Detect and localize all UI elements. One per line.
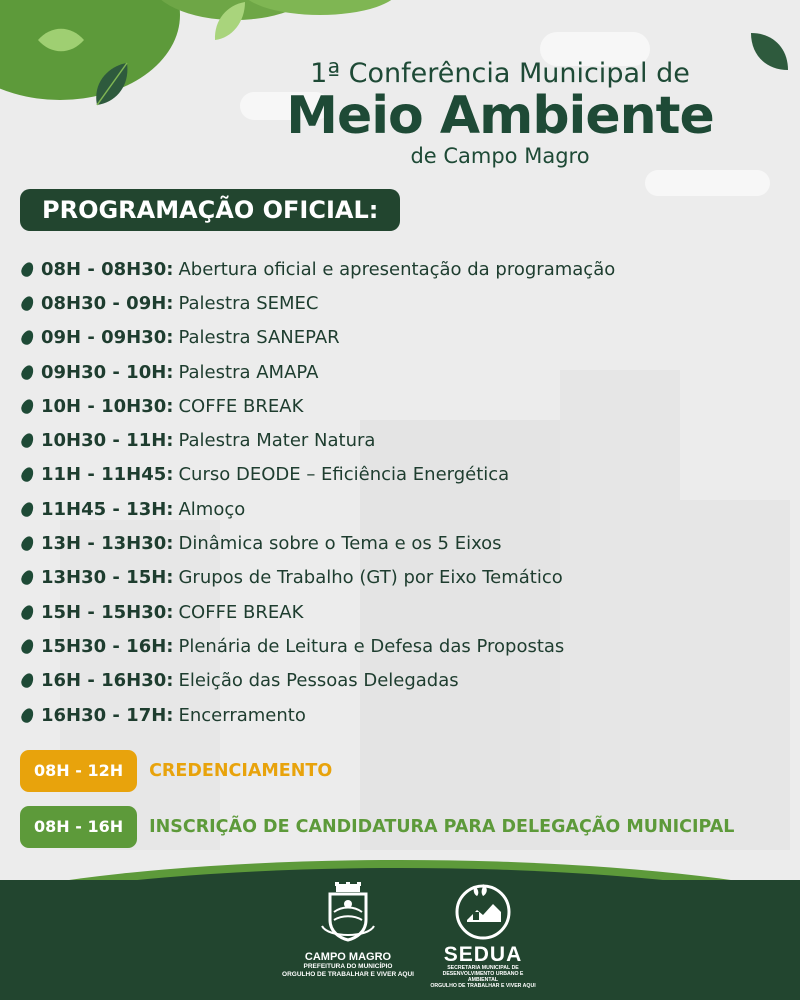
schedule-time: 08H - 08H30: — [41, 258, 174, 280]
leaf-bullet-icon — [19, 329, 35, 347]
leaf-bullet-icon — [19, 260, 35, 278]
schedule-time: 11H45 - 13H: — [41, 498, 174, 520]
sedua-sub2: DESENVOLVIMENTO URBANO E AMBIENTAL — [442, 971, 524, 983]
schedule-item — [22, 458, 782, 492]
leaf-bullet-icon — [19, 637, 35, 655]
leaf-bullet-icon — [19, 397, 35, 415]
schedule-time: 10H - 10H30: — [41, 395, 174, 417]
leaf-bullet-icon — [19, 500, 35, 518]
leaf-bullet-icon — [19, 294, 35, 312]
leaf-bullet-icon — [19, 432, 35, 450]
schedule-item — [22, 595, 782, 629]
time-pill: 08H - 16H — [20, 806, 137, 848]
schedule-desc: Plenária de Leitura e Defesa das Propostas — [178, 635, 565, 657]
schedule-time: 09H - 09H30: — [41, 327, 174, 349]
sedua-sub3: ORGULHO DE TRABALHAR E VIVER AQUI — [430, 983, 536, 989]
leaf-icon — [36, 25, 86, 55]
schedule-desc: Palestra Mater Natura — [178, 430, 376, 452]
schedule-time: 10H30 - 11H: — [41, 430, 174, 452]
coat-of-arms-icon — [318, 882, 378, 944]
sedua-logo — [428, 882, 538, 989]
schedule-time: 16H - 16H30: — [41, 670, 174, 692]
schedule-item — [22, 526, 782, 560]
schedule-item — [22, 561, 782, 595]
leaf-bullet-icon — [19, 706, 35, 724]
event-title-line1: 1ª Conferência Municipal de — [310, 58, 690, 89]
leaf-icon — [92, 60, 132, 110]
schedule-item — [22, 664, 782, 698]
schedule-desc: Almoço — [178, 498, 246, 520]
schedule-desc: Palestra SEMEC — [178, 292, 319, 314]
leaf-icon — [748, 30, 790, 72]
schedule-item — [22, 629, 782, 663]
leaf-icon — [212, 0, 248, 42]
schedule-time: 15H - 15H30: — [41, 601, 174, 623]
schedule-item — [22, 492, 782, 526]
schedule-time: 11H - 11H45: — [41, 464, 174, 486]
leaf-bullet-icon — [19, 603, 35, 621]
leaf-bullet-icon — [19, 672, 35, 690]
schedule-desc: Palestra SANEPAR — [178, 327, 340, 349]
foliage-blob — [0, 0, 180, 100]
schedule-time: 13H30 - 15H: — [41, 567, 174, 589]
schedule-item — [22, 423, 782, 457]
schedule-item — [22, 252, 782, 286]
schedule-time: 09H30 - 10H: — [41, 361, 174, 383]
campo-magro-sub2: ORGULHO DE TRABALHAR E VIVER AQUI — [282, 971, 414, 978]
program-title: PROGRAMAÇÃO OFICIAL: — [20, 189, 400, 231]
schedule-desc: COFFE BREAK — [178, 395, 304, 417]
leaf-bullet-icon — [19, 534, 35, 552]
schedule-item — [22, 389, 782, 423]
schedule-desc: Dinâmica sobre o Tema e os 5 Eixos — [178, 533, 502, 555]
campo-magro-name: CAMPO MAGRO — [304, 951, 392, 963]
schedule-item — [22, 698, 782, 732]
leaf-bullet-icon — [19, 466, 35, 484]
time-pill: 08H - 12H — [20, 750, 137, 792]
schedule-desc: Grupos de Trabalho (GT) por Eixo Temático — [178, 567, 563, 589]
schedule-time: 16H30 - 17H: — [41, 704, 174, 726]
schedule-time: 15H30 - 16H: — [41, 635, 174, 657]
schedule-desc: Palestra AMAPA — [178, 361, 319, 383]
highlight-inscricao — [20, 806, 734, 848]
campo-magro-logo — [268, 882, 428, 979]
schedule-item — [22, 355, 782, 389]
schedule-desc: Encerramento — [178, 704, 306, 726]
event-title-main: Meio Ambiente — [286, 86, 714, 146]
schedule-item — [22, 286, 782, 320]
sedua-sub1: SECRETARIA MUNICIPAL DE — [447, 965, 519, 971]
highlight-label: CREDENCIAMENTO — [149, 761, 333, 781]
schedule-item — [22, 321, 782, 355]
schedule-time: 13H - 13H30: — [41, 533, 174, 555]
sedua-emblem-icon — [453, 882, 513, 940]
highlight-label: INSCRIÇÃO DE CANDIDATURA PARA DELEGAÇÃO MUNICIPAL — [149, 817, 735, 837]
schedule-desc: Eleição das Pessoas Delegadas — [178, 670, 459, 692]
sedua-name: SEDUA — [443, 943, 523, 966]
leaf-bullet-icon — [19, 363, 35, 381]
schedule-desc: Curso DEODE – Eficiência Energética — [178, 464, 510, 486]
schedule-list — [22, 252, 782, 732]
leaf-bullet-icon — [19, 569, 35, 587]
schedule-desc: COFFE BREAK — [178, 601, 304, 623]
campo-magro-sub1: PREFEITURA DO MUNICÍPIO — [303, 963, 393, 970]
schedule-desc: Abertura oficial e apresentação da programação — [178, 258, 616, 280]
highlight-credenciamento — [20, 750, 332, 792]
cloud-icon — [645, 170, 770, 196]
event-title-line3: de Campo Magro — [410, 144, 590, 168]
schedule-time: 08H30 - 09H: — [41, 292, 174, 314]
